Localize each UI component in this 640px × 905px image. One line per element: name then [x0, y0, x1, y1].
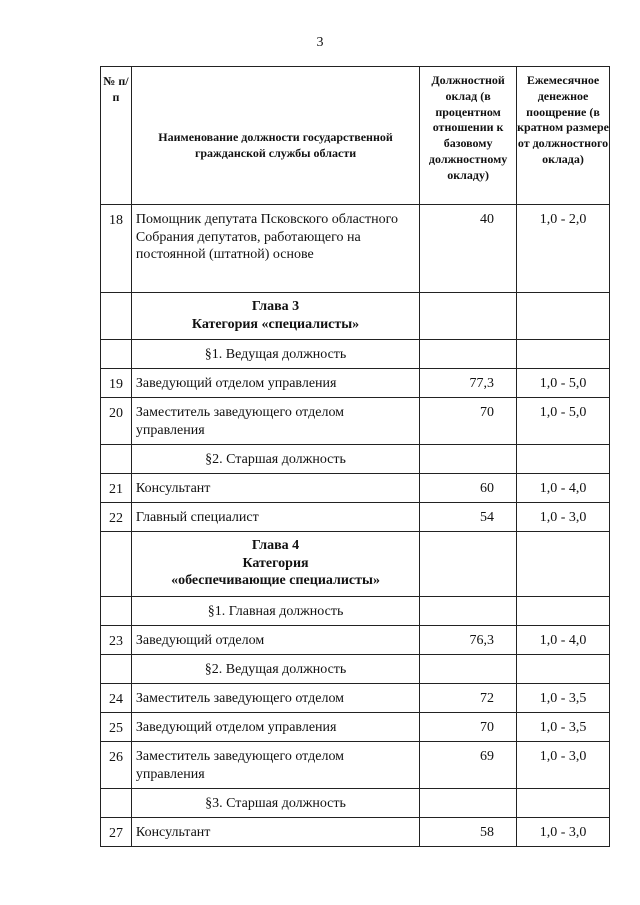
- row-num: 18: [101, 205, 132, 293]
- table-row: [101, 713, 610, 742]
- row-num: 19: [101, 369, 132, 398]
- row-bonus: 1,0 - 5,0: [517, 398, 610, 445]
- row-name: Главный специалист: [131, 503, 419, 532]
- row-salary: 58: [420, 818, 517, 847]
- table-row: [101, 626, 610, 655]
- section-row: [101, 789, 610, 818]
- row-name: Заведующий отделом управления: [131, 713, 419, 742]
- row-name: Помощник депутата Псковского областного Собрания депутатов, работающего на постоянной (штатной) основе: [131, 205, 419, 293]
- table-row: [101, 369, 610, 398]
- row-bonus: 1,0 - 4,0: [517, 474, 610, 503]
- chapter-line: Глава 3: [251, 299, 300, 314]
- section-title: §1. Главная должность: [131, 597, 419, 626]
- chapter-title: [131, 293, 419, 340]
- positions-table: [100, 66, 610, 847]
- row-num: 23: [101, 626, 132, 655]
- row-salary: 70: [420, 398, 517, 445]
- table-row: [101, 684, 610, 713]
- row-salary: 54: [420, 503, 517, 532]
- row-num: 25: [101, 713, 132, 742]
- section-row: [101, 445, 610, 474]
- table-row: [101, 818, 610, 847]
- page-number: 3: [316, 35, 324, 50]
- row-num: 22: [101, 503, 132, 532]
- chapter-line: «обеспечивающие специалисты»: [171, 573, 380, 588]
- header-name: Наименование должности государственной гражданской службы области: [131, 67, 419, 205]
- row-salary: 72: [420, 684, 517, 713]
- section-row: [101, 597, 610, 626]
- section-title: §3. Старшая должность: [131, 789, 419, 818]
- row-bonus: 1,0 - 5,0: [517, 369, 610, 398]
- row-name: Заместитель заведующего отделом: [131, 684, 419, 713]
- section-title: §2. Ведущая должность: [131, 655, 419, 684]
- header-salary: Должностной оклад (в процентном отношении к базовому должностному окладу): [420, 67, 517, 205]
- chapter-row: [101, 293, 610, 340]
- row-name: Заместитель заведующего отделом управления: [131, 742, 419, 789]
- section-row: [101, 655, 610, 684]
- row-bonus: 1,0 - 4,0: [517, 626, 610, 655]
- row-num: 27: [101, 818, 132, 847]
- row-num: 26: [101, 742, 132, 789]
- row-name: Заведующий отделом управления: [131, 369, 419, 398]
- row-num: 21: [101, 474, 132, 503]
- chapter-line: Глава 4: [251, 538, 300, 553]
- chapter-title: [131, 532, 419, 597]
- chapter-line: Категория «специалисты»: [191, 316, 360, 332]
- section-title: §2. Старшая должность: [131, 445, 419, 474]
- row-salary: 69: [420, 742, 517, 789]
- section-title: §1. Ведущая должность: [131, 340, 419, 369]
- row-name: Заведующий отделом: [131, 626, 419, 655]
- row-bonus: 1,0 - 2,0: [517, 205, 610, 293]
- row-name: Заместитель заведующего отделом управления: [131, 398, 419, 445]
- row-bonus: 1,0 - 3,0: [517, 742, 610, 789]
- row-name: Консультант: [131, 818, 419, 847]
- row-num: 20: [101, 398, 132, 445]
- table-row: [101, 205, 610, 293]
- table-header-row: [101, 67, 610, 205]
- chapter-row: [101, 532, 610, 597]
- table-row: [101, 474, 610, 503]
- row-bonus: 1,0 - 3,0: [517, 818, 610, 847]
- table-row: [101, 398, 610, 445]
- table-row: [101, 503, 610, 532]
- row-bonus: 1,0 - 3,5: [517, 713, 610, 742]
- row-salary: 77,3: [420, 369, 517, 398]
- row-salary: 70: [420, 713, 517, 742]
- header-bonus: Ежемесячное денежное поощрение (в кратном размере от должностного оклада): [517, 67, 610, 205]
- header-num: № п/п: [101, 67, 132, 205]
- row-salary: 60: [420, 474, 517, 503]
- row-bonus: 1,0 - 3,0: [517, 503, 610, 532]
- row-salary: 76,3: [420, 626, 517, 655]
- row-bonus: 1,0 - 3,5: [517, 684, 610, 713]
- table-row: [101, 742, 610, 789]
- row-num: 24: [101, 684, 132, 713]
- chapter-line: Категория: [242, 555, 309, 571]
- row-salary: 40: [420, 205, 517, 293]
- section-row: [101, 340, 610, 369]
- row-name: Консультант: [131, 474, 419, 503]
